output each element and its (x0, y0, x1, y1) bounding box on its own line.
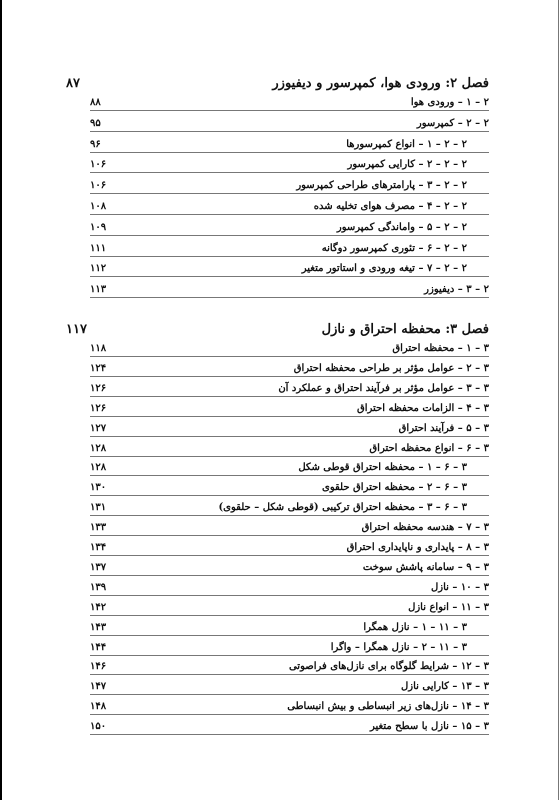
toc-entry[interactable] (90, 281, 489, 298)
toc-entry[interactable] (90, 519, 489, 536)
toc-entry-page: ۱۳۷ (90, 561, 107, 573)
chapter-title: فصل ۲: ورودی هوا، کمپرسور و دیفیوزر (272, 76, 489, 91)
toc-entry[interactable] (90, 619, 489, 636)
toc-entry-page: ۱۴۶ (90, 661, 107, 673)
toc-entry-label: ۳ – ۱۰ – نازل (431, 581, 489, 593)
toc-entry[interactable] (90, 718, 489, 735)
toc-entry-page: ۱۲۸ (90, 462, 107, 474)
toc-entry[interactable] (90, 479, 489, 496)
toc-entry[interactable] (90, 400, 489, 417)
toc-entry-label: ۳ – ۶ – انواع محفظه احتراق (369, 442, 489, 454)
toc-entry[interactable] (90, 559, 489, 576)
toc-entry-page: ۱۲۴ (90, 362, 107, 374)
toc-entry-label: ۲ – ۲ – ۶ – تئوری کمپرسور دوگانه (321, 242, 467, 254)
toc-entry-page: ۱۵۰ (90, 721, 107, 733)
toc-entry-label: ۲ – ۲ – ۱ – انواع کمپرسورها (346, 138, 467, 150)
toc-entry-label: ۳ – ۱۱ – ۱ – نازل همگرا (363, 621, 467, 633)
toc-entry[interactable] (90, 198, 489, 215)
toc-entry[interactable] (90, 340, 489, 357)
toc-entry-label: ۲ – ۲ – ۲ – کارایی کمپرسور (347, 159, 467, 171)
toc-entry-page: ۱۳۰ (90, 482, 107, 494)
toc-entry-page: ۱۱۲ (90, 263, 107, 275)
toc-entry-label: ۳ – ۶ – ۱ – محفظه احتراق قوطی شکل (298, 462, 467, 474)
toc-entry[interactable] (90, 240, 489, 257)
toc-entry[interactable] (90, 599, 489, 616)
toc-entry-label: ۲ – ۲ – کمپرسور (416, 117, 489, 129)
toc-entry[interactable] (90, 459, 489, 476)
toc-entry-label: ۳ – ۱۳ – کارایی نازل (401, 681, 489, 693)
toc-entry-label: ۲ – ۲ – ۴ – مصرف هوای تخلیه شده (313, 201, 467, 212)
toc-entry-label: ۳ – ۱۵ – نازل با سطح متغیر (369, 721, 489, 733)
toc-entry-page: ۱۱۱ (90, 242, 107, 254)
toc-entry[interactable] (90, 499, 489, 516)
toc-entry-page: ۱۳۱ (90, 502, 107, 514)
toc-entry-label: ۳ – ۱۴ – نازل‌های زیر انبساطی و بیش انبساطی (287, 701, 489, 713)
toc-entry-page: ۱۴۷ (90, 681, 107, 693)
toc-entry-label: ۲ – ۲ – ۷ – تیغه ورودی و استاتور متغیر (301, 263, 467, 275)
toc-entry-label: ۲ – ۳ – دیفیوزر (424, 284, 489, 296)
chapter-page-number: ۱۱۷ (66, 322, 87, 337)
toc-entry-label: ۳ – ۳ – عوامل مؤثر بر فرآیند احتراق و عملکرد آن (278, 382, 489, 394)
toc-entry[interactable] (90, 539, 489, 556)
toc-entry[interactable] (90, 360, 489, 377)
toc-entry-page: ۱۰۶ (90, 159, 107, 171)
toc-entry[interactable] (90, 440, 489, 457)
toc-entry-label: ۳ – ۴ – الزامات محفظه احتراق (356, 402, 489, 414)
toc-entry-page: ۱۰۶ (90, 180, 107, 192)
toc-entry-page: ۱۲۸ (90, 442, 107, 454)
toc-entry-page: ۱۰۸ (90, 201, 107, 212)
toc-entry-label: ۳ – ۶ – ۳ – محفظه احتراق ترکیبی (قوطی شکل – حلقوی) (218, 502, 467, 514)
toc-entry[interactable] (90, 177, 489, 194)
toc-entry[interactable] (90, 420, 489, 437)
toc-entry[interactable] (90, 698, 489, 715)
toc-entry-page: ۱۳۴ (90, 542, 107, 553)
toc-entry-label: ۳ – ۲ – عوامل مؤثر بر طراحی محفظه احتراق (293, 362, 489, 374)
toc-entry-label: ۳ – ۱ – محفظه احتراق (392, 343, 489, 354)
toc-entry-page: ۸۸ (90, 97, 101, 108)
toc-entry-label: ۳ – ۵ – فرآیند احتراق (398, 422, 489, 434)
toc-entry-page: ۱۳۹ (90, 581, 107, 593)
toc-entry-label: ۳ – ۶ – ۲ – محفظه احتراق حلقوی (322, 482, 467, 494)
toc-entry-label: ۲ – ۱ – ورودی هوا (410, 97, 489, 108)
toc-entry-page: ۱۳۳ (90, 522, 107, 534)
toc-entry[interactable] (90, 678, 489, 695)
toc-entry-label: ۳ – ۱۱ – ۲ – نازل همگرا – واگرا (330, 641, 467, 653)
toc-entry-label: ۳ – ۸ – پایداری و ناپایداری احتراق (346, 542, 489, 553)
toc-entry[interactable] (90, 260, 489, 277)
toc-entry[interactable] (90, 380, 489, 397)
toc-entry-page: ۱۲۶ (90, 402, 107, 414)
toc-entry-page: ۱۰۹ (90, 221, 107, 233)
toc-entry[interactable] (90, 136, 489, 153)
chapter-page-number: ۸۷ (66, 76, 80, 91)
toc-entry-page: ۱۲۶ (90, 382, 107, 394)
toc-entry[interactable] (90, 658, 489, 675)
toc-entry[interactable] (90, 94, 489, 111)
chapter-title: فصل ۳: محفظه احتراق و نازل (321, 322, 489, 337)
toc-entry-label: ۳ – ۹ – سامانه پاشش سوخت (362, 561, 489, 573)
toc-entry-page: ۱۱۳ (90, 284, 107, 296)
toc-entry-page: ۱۴۴ (90, 641, 107, 653)
toc-entry-page: ۱۲۷ (90, 422, 107, 434)
toc-entry-label: ۳ – ۷ – هندسه محفظه احتراق (361, 522, 489, 534)
toc-entry-label: ۲ – ۲ – ۵ – واماندگی کمپرسور (336, 221, 467, 233)
toc-entry-page: ۹۵ (90, 117, 101, 129)
toc-entry-page: ۱۱۸ (90, 343, 107, 354)
toc-entry[interactable] (90, 156, 489, 173)
toc-entry-page: ۱۴۸ (90, 701, 107, 713)
toc-entry-label: ۲ – ۲ – ۳ – پارامترهای طراحی کمپرسور (296, 180, 467, 192)
toc-entry[interactable] (90, 219, 489, 236)
toc-entry[interactable] (90, 115, 489, 132)
toc-entry[interactable] (90, 579, 489, 596)
toc-entry[interactable] (90, 639, 489, 656)
toc-entry-label: ۳ – ۱۱ – انواع نازل (408, 601, 489, 613)
toc-entry-label: ۳ – ۱۲ – شرایط گلوگاه برای نازل‌های فراصوتی (288, 661, 489, 673)
toc-entry-page: ۹۶ (90, 138, 101, 150)
toc-entry-page: ۱۴۳ (90, 621, 107, 633)
toc-entry-page: ۱۴۲ (90, 601, 107, 613)
